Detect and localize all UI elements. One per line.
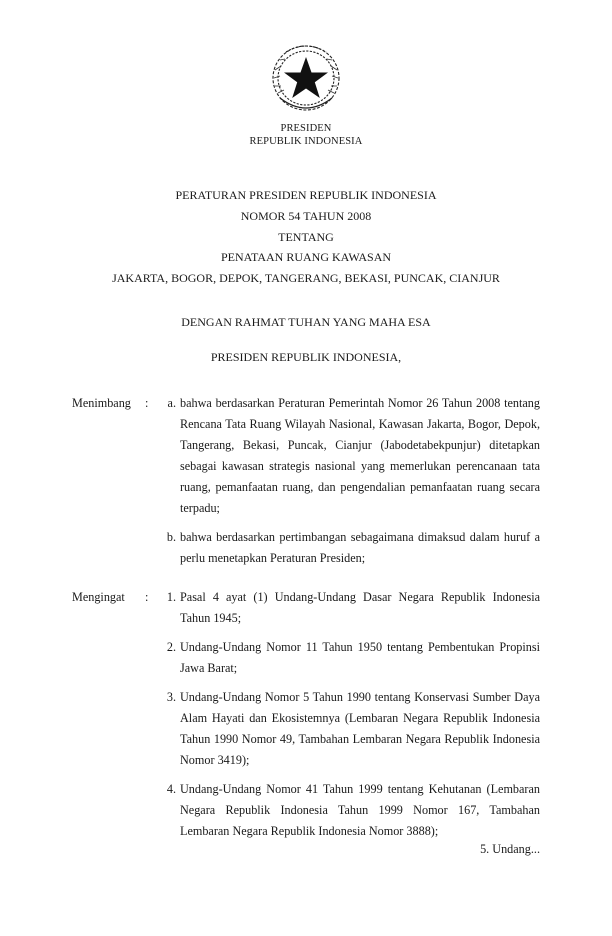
regulation-regions: JAKARTA, BOGOR, DEPOK, TANGERANG, BEKASI, PUNCAK, CIANJUR	[112, 271, 500, 285]
section-mengingat	[0, 587, 612, 850]
invocation: DENGAN RAHMAT TUHAN YANG MAHA ESA	[181, 315, 431, 329]
page-continuation: 5. Undang...	[480, 842, 540, 856]
regulation-about: TENTANG	[278, 230, 334, 244]
regulation-subject: PENATAAN RUANG KAWASAN	[220, 250, 392, 264]
item-text: bahwa berdasarkan pertimbangan sebagaimana dimaksud dalam huruf a perlu menetapkan Peraturan Presiden;	[180, 530, 540, 565]
item-text: Undang-Undang Nomor 5 Tahun 1990 tentang Konservasi Sumber Daya Alam Hayati dan Ekosistemnya (Lembaran Negara Republik Indonesia Tahun 1990 Nomor 49, Tambahan Lembaran Negara Republik Indonesia Nomor 3419);	[180, 690, 540, 767]
item-text: Pasal 4 ayat (1) Undang-Undang Dasar Negara Republik Indonesia Tahun 1945;	[180, 590, 540, 625]
item-marker: 4.	[166, 782, 176, 796]
issuer: PRESIDEN REPUBLIK INDONESIA,	[210, 350, 402, 364]
item-text: bahwa berdasarkan Peraturan Pemerintah Nomor 26 Tahun 2008 tentang Rencana Tata Ruang Wilayah Nasional, Kawasan Jakarta, Bogor, Depok, Tangerang, Bekasi, Puncak, Cianjur (Jabodetabekpunjur) ditetapkan sebagai kawasan strategis nasional yang memerlukan perencanaan tata ruang, pemanfaatan ruang, dan pengendalian pemanfaatan ruang secara terpadu;	[180, 396, 540, 515]
garuda-star-emblem-icon	[266, 40, 346, 116]
item-marker: 2.	[166, 640, 176, 654]
legal-basis-item	[0, 687, 612, 771]
section-colon: :	[145, 590, 149, 604]
letterhead-president: PRESIDEN	[280, 123, 332, 134]
section-colon: :	[145, 396, 149, 410]
item-text: Undang-Undang Nomor 11 Tahun 1950 tentang Pembentukan Propinsi Jawa Barat;	[180, 640, 540, 675]
legal-basis-item	[0, 779, 612, 842]
regulation-number: NOMOR 54 TAHUN 2008	[240, 209, 372, 223]
item-text: Undang-Undang Nomor 41 Tahun 1999 tentang Kehutanan (Lembaran Negara Republik Indonesia Tahun 1999 Nomor 167, Tambahan Lembaran Negara Republik Indonesia Nomor 3888);	[180, 782, 540, 838]
consideration-item	[0, 393, 612, 519]
letterhead-republic: REPUBLIK INDONESIA	[249, 136, 363, 147]
legal-basis-item	[0, 637, 612, 679]
section-menimbang	[0, 393, 612, 577]
item-marker: 3.	[166, 690, 176, 704]
regulation-title: PERATURAN PRESIDEN REPUBLIK INDONESIA	[175, 188, 437, 202]
item-marker: a.	[167, 396, 176, 410]
section-label: Menimbang	[72, 396, 131, 410]
item-marker: b.	[166, 530, 176, 544]
consideration-item	[0, 527, 612, 569]
item-marker: 1.	[166, 590, 176, 604]
legal-basis-item	[0, 587, 612, 629]
section-label: Mengingat	[72, 590, 125, 604]
